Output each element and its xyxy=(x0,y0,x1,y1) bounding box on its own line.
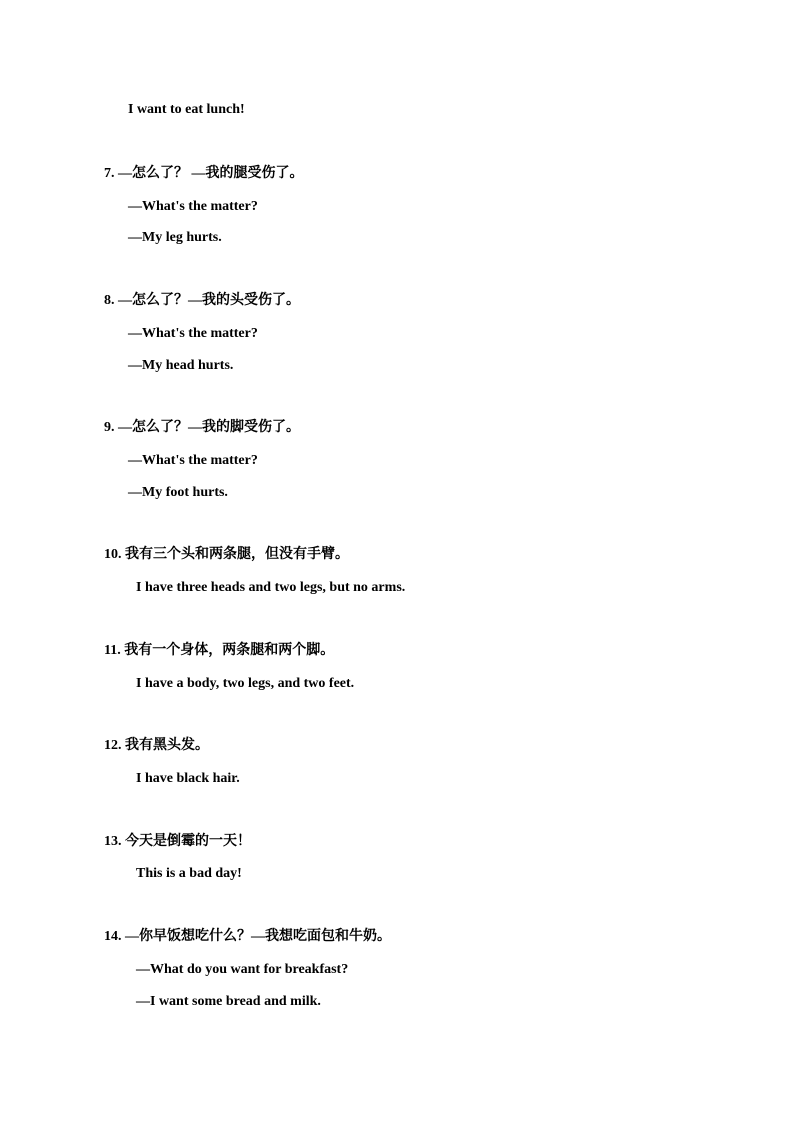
question-7: 7. —怎么了？ —我的腿受伤了。 xyxy=(104,166,304,181)
dialogue-line: —I want some bread and milk. xyxy=(136,994,321,1009)
question-11: 11. 我有一个身体，两条腿和两个脚。 xyxy=(104,643,335,658)
answer-line: I have three heads and two legs, but no arms. xyxy=(136,580,406,595)
dialogue-line: —What's the matter? xyxy=(128,326,258,341)
answer-line: I have a body, two legs, and two feet. xyxy=(136,676,355,691)
dialogue-line: —My foot hurts. xyxy=(128,485,228,500)
question-9: 9. —怎么了？—我的脚受伤了。 xyxy=(104,420,300,435)
dialogue-line: —What do you want for breakfast? xyxy=(136,962,349,977)
dialogue-line: —My head hurts. xyxy=(128,358,234,373)
answer-line: I have black hair. xyxy=(136,771,240,786)
dialogue-line: —My leg hurts. xyxy=(128,230,222,245)
question-8: 8. —怎么了？—我的头受伤了。 xyxy=(104,293,300,308)
question-12: 12. 我有黑头发。 xyxy=(104,738,209,753)
question-10: 10. 我有三个头和两条腿，但没有手臂。 xyxy=(104,547,349,562)
answer-line: This is a bad day! xyxy=(136,866,242,881)
answer-line: I want to eat lunch! xyxy=(128,102,245,117)
question-14: 14. —你早饭想吃什么？—我想吃面包和牛奶。 xyxy=(104,929,391,944)
dialogue-line: —What's the matter? xyxy=(128,199,258,214)
question-13: 13. 今天是倒霉的一天！ xyxy=(104,834,251,849)
dialogue-line: —What's the matter? xyxy=(128,453,258,468)
